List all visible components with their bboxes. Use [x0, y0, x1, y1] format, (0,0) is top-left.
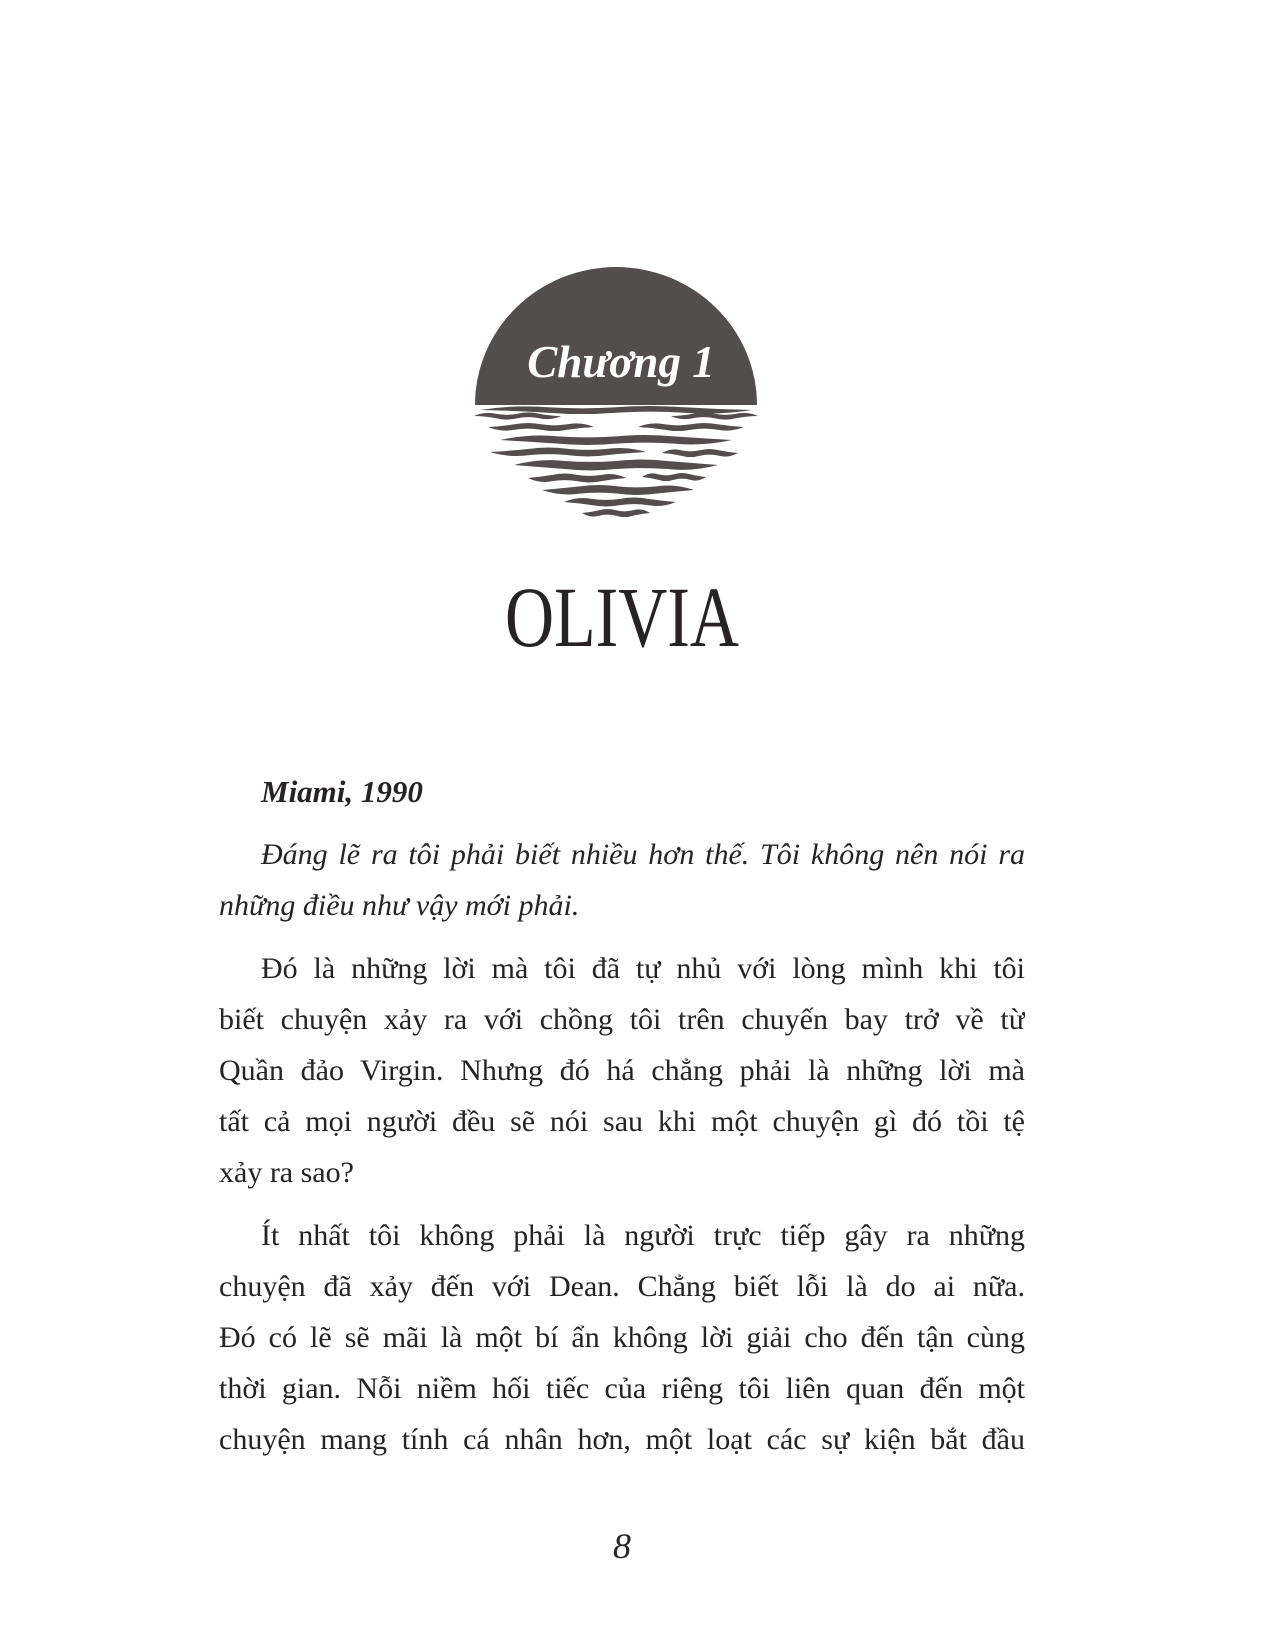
text-line: Miami, 1990 — [261, 774, 423, 809]
sunset-ornament — [466, 259, 766, 527]
paragraph — [219, 766, 1025, 817]
paragraph — [219, 829, 1025, 931]
ripple-line — [490, 447, 646, 456]
ripple-line — [582, 509, 650, 517]
text-line: Đó là những lời mà tôi đã tự nhủ với lòng mình khi tôi — [261, 952, 1025, 985]
ripple-line — [488, 423, 594, 431]
text-line: thời gian. Nỗi niềm hối tiếc của riêng tôi liên quan đến một — [219, 1372, 1025, 1405]
text-line: chuyện mang tính cá nhân hơn, một loạt các sự kiện bắt đầu — [219, 1423, 1025, 1456]
ripple-line — [564, 497, 676, 506]
ripple-line — [480, 406, 752, 414]
paragraph — [219, 1210, 1025, 1465]
ripple-line — [662, 449, 738, 457]
ripple-line — [671, 412, 758, 419]
page-number: 8 — [613, 1526, 631, 1566]
body-text — [219, 766, 1025, 1465]
ripple-line — [542, 485, 694, 495]
text-line: chuyện đã xảy đến với Dean. Chẳng biết lỗi là do ai nữa. — [219, 1270, 1025, 1303]
text-line: Ít nhất tôi không phải là người trực tiếp gây ra những — [261, 1219, 1025, 1252]
ripple-line — [474, 412, 561, 419]
ripple-line — [500, 435, 732, 445]
text-line: xảy ra sao? — [219, 1156, 354, 1189]
ripple-line — [642, 473, 706, 481]
text-line: Quần đảo Virgin. Nhưng đó há chẳng phải là những lời mà — [219, 1054, 1025, 1087]
chapter-title — [462, 558, 782, 668]
text-line: Đáng lẽ ra tôi phải biết nhiều hơn thế. Tôi không nên nói ra — [261, 838, 1025, 871]
text-line: Đó có lẽ sẽ mãi là một bí ẩn không lời giải cho đến tận cùng — [219, 1321, 1025, 1354]
water-ripples — [474, 406, 758, 517]
text-line: những điều như vậy mới phải. — [219, 889, 580, 922]
text-line: tất cả mọi người đều sẽ nói sau khi một chuyện gì đó tồi tệ — [219, 1105, 1025, 1138]
ripple-line — [514, 460, 718, 471]
ripple-line — [528, 473, 626, 482]
ripple-line — [638, 423, 744, 431]
text-line: biết chuyện xảy ra với chồng tôi trên chuyến bay trở về từ — [219, 1003, 1025, 1036]
chapter-title-text: OLIVIA — [505, 569, 739, 665]
chapter-label: Chương 1 — [527, 337, 715, 387]
paragraph — [219, 943, 1025, 1198]
